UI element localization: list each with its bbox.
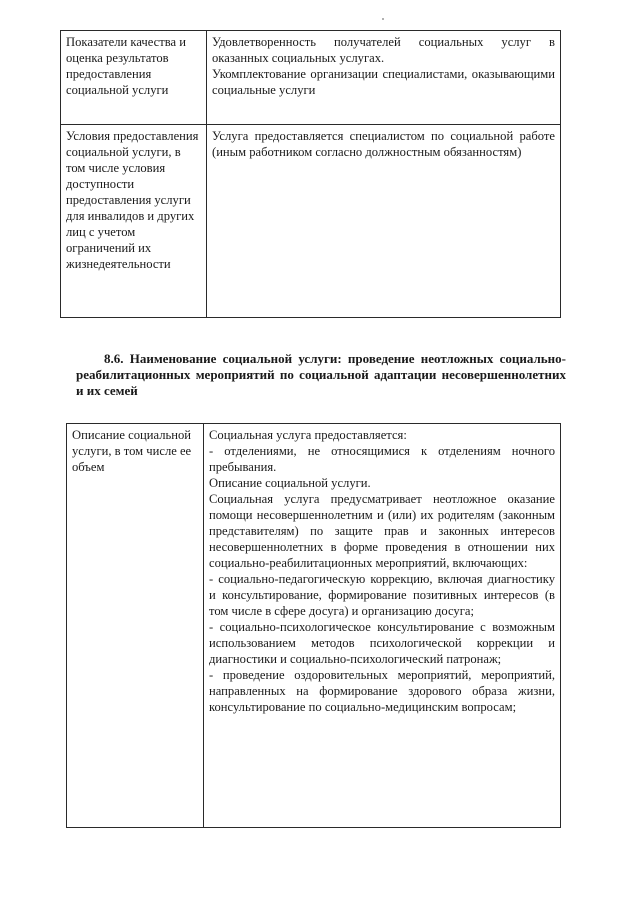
service-indicators-table xyxy=(60,30,561,318)
content-paragraph: - проведение оздоровительных мероприятий, мероприятий, направленных на формирование здорового образа жизни, консультирование по социально-медицинским вопросам; xyxy=(209,668,555,714)
service-description-table xyxy=(66,423,561,828)
content-paragraph: Удовлетворенность получателей социальных услуг в оказанных социальных услугах. xyxy=(212,35,555,65)
section-heading xyxy=(76,351,566,399)
content-paragraph: Описание социальной услуги. xyxy=(209,476,371,490)
content-paragraph: Социальная услуга предоставляется: xyxy=(209,428,407,442)
scan-speck xyxy=(382,18,384,20)
row-content xyxy=(207,31,561,125)
row-label: Описание социальной услуги, в том числе ее объем xyxy=(67,424,204,828)
content-paragraph: Услуга предоставляется специалистом по социальной работе (иным работником согласно должностным обязанностям) xyxy=(212,129,555,159)
section-title: Наименование социальной услуги: проведение неотложных социально-реабилитационных мероприятий по социальной адаптации несовершеннолетних и их семей xyxy=(76,351,567,398)
row-content xyxy=(204,424,561,828)
content-paragraph: Социальная услуга предусматривает неотложное оказание помощи несовершеннолетним и (или) их родителям (законным представителям) по защите прав и законных интересов несовершеннолетних в форме проведения в отношении них социально-реабилитационных мероприятий, включающих: xyxy=(209,492,555,570)
content-paragraph: - социально-психологическое консультирование с возможным использованием методов психологической коррекции и диагностики и социально-психологический патронаж; xyxy=(209,620,555,666)
content-paragraph: - отделениями, не относящимися к отделениям ночного пребывания. xyxy=(209,444,555,474)
section-number: 8.6. xyxy=(104,351,124,366)
table-row xyxy=(61,125,561,318)
table-row xyxy=(67,424,561,828)
row-label: Показатели качества и оценка результатов предоставления социальной услуги xyxy=(61,31,207,125)
table-row xyxy=(61,31,561,125)
row-content xyxy=(207,125,561,318)
row-label: Условия предоставления социальной услуги, в том числе условия доступности предоставления услуги для инвалидов и других лиц с учетом ограничений их жизнедеятельности xyxy=(61,125,207,318)
content-paragraph: Укомплектование организации специалистами, оказывающими социальные услуги xyxy=(212,67,555,97)
content-paragraph: - социально-педагогическую коррекцию, включая диагностику и консультирование, формирование позитивных интересов (в том числе в сфере досуга) и организацию досуга; xyxy=(209,572,555,618)
